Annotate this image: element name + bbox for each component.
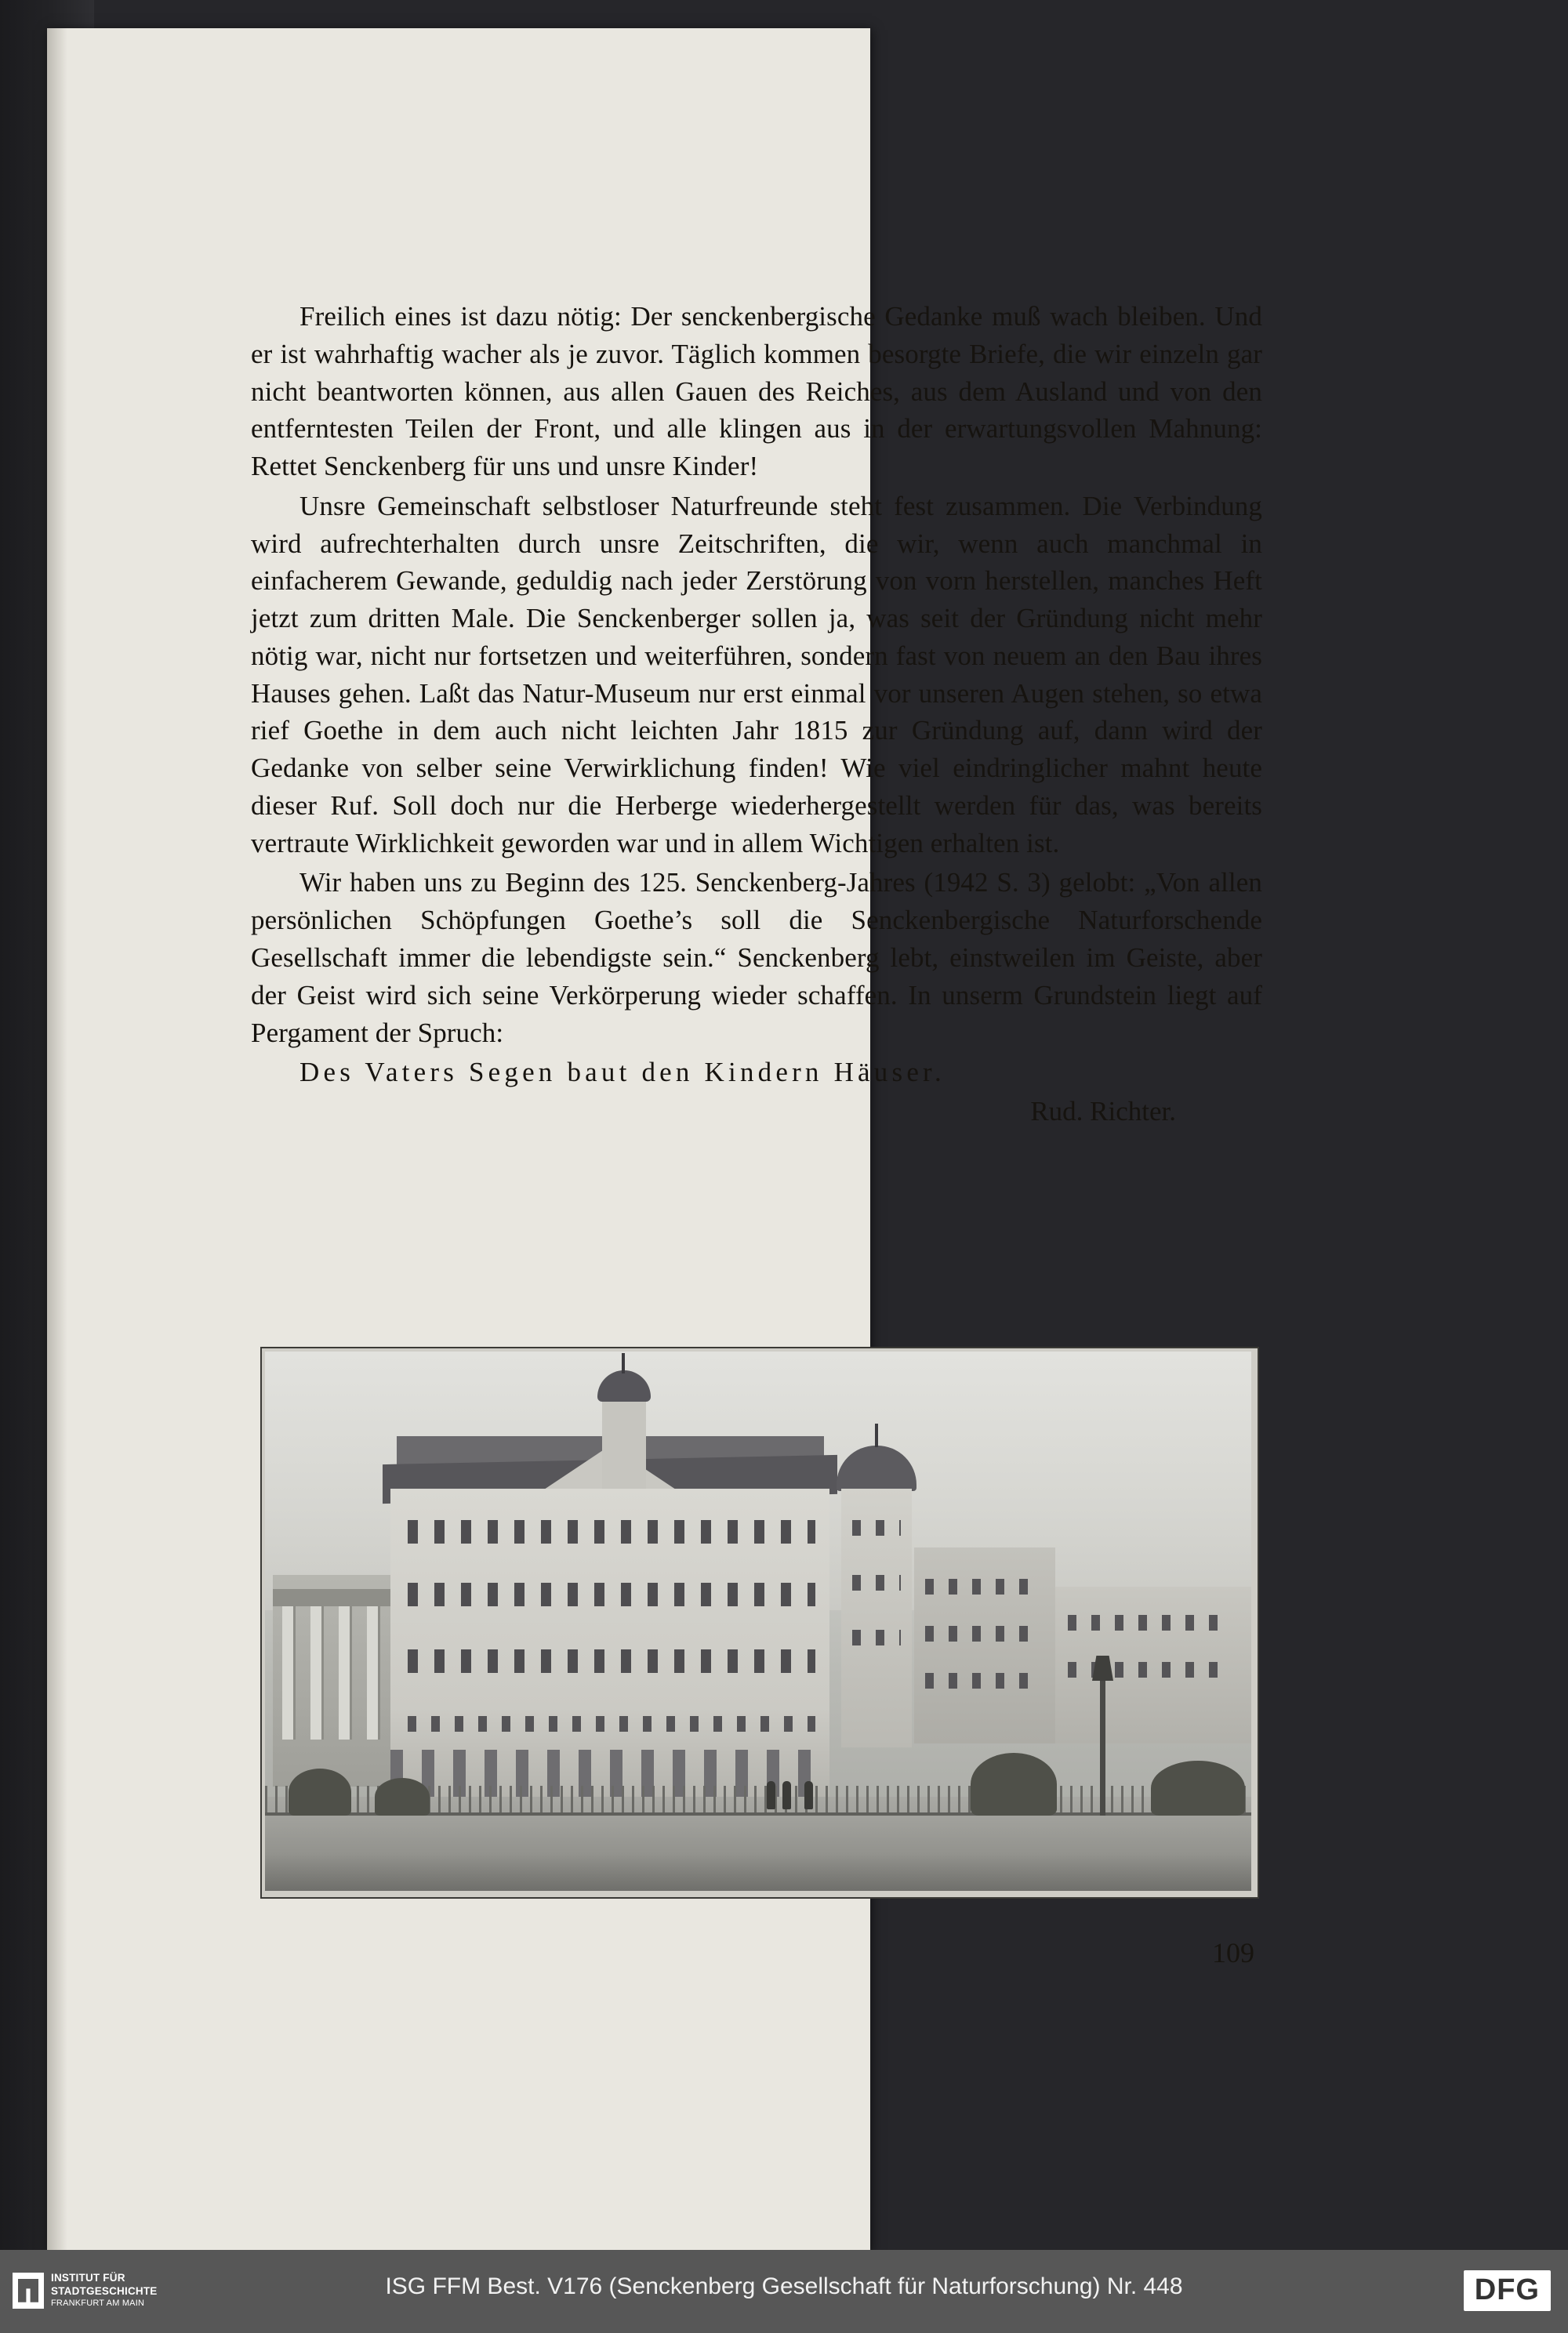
paragraph-1: Freilich eines ist dazu nötig: Der senckenbergische Gedanke muß wach bleiben. Und er ist wahrhaftig wacher als je zuvor. Täglich kommen besorgte Briefe, die wir einzeln gar nicht beantworten können, aus allen Gauen des Reiches, aus dem Ausland und von den entferntesten Teilen der Front, und alle klingen aus in der erwartungsvollen Mahnung: Rettet Senckenberg für uns und unsre Kinder! — [251, 301, 1262, 482]
paragraph-2: Unsre Gemeinschaft selbstloser Naturfreunde steht fest zusammen. Die Verbindung wird aufrechterhalten durch unsre Zeitschriften, die wir, wenn auch manchmal in einfacherem Gewande, geduldig nach jeder Zerstörung von vorn herstellen, manches Heft jetzt zum dritten Male. Die Senckenberger sollen ja, was seit der Gründung nicht mehr nötig war, nicht nur fortsetzen und weiterführen, sondern fast von neuem an den Bau ihres Hauses gehen. Laßt das Natur-Museum nur erst einmal vor unseren Augen stehen, so etwa rief Goethe in dem auch nicht leichten Jahr 1815 zur Gründung auf, dann wird der Gedanke von selber seine Verwirklichung finden! Wie viel eindringlicher mahnt heute dieser Ruf. Soll doch nur die Herberge wiederhergestellt werden für das, was bereits vertraute Wirklichkeit geworden war und in allem Wichtigen erhalten ist. — [251, 490, 1262, 858]
window-row — [408, 1583, 815, 1606]
motto-line: Des Vaters Segen baut den Kindern Häuser. — [299, 1057, 946, 1088]
museum-building-photograph — [265, 1352, 1251, 1891]
column — [367, 1606, 378, 1740]
dfg-logo: DFG — [1464, 2270, 1551, 2311]
central-tower — [602, 1395, 646, 1497]
corner-tower-spire — [875, 1424, 878, 1447]
column — [282, 1606, 293, 1740]
body-text-column — [251, 298, 1262, 1130]
isg-mark-icon — [13, 2273, 44, 2309]
window-row — [1068, 1615, 1232, 1631]
author-signature: Rud. Richter. — [1030, 1096, 1176, 1127]
shrub — [375, 1778, 430, 1816]
page-number: 109 — [1212, 1937, 1254, 1968]
isg-logo — [13, 2272, 158, 2309]
shrub — [1151, 1761, 1245, 1816]
isg-line-1: INSTITUT FÜR — [51, 2272, 125, 2284]
window-row — [852, 1520, 901, 1536]
window-row — [408, 1649, 815, 1673]
corner-tower — [841, 1489, 912, 1747]
pedestrian — [804, 1781, 813, 1809]
window-row — [408, 1716, 815, 1732]
archive-caption: ISG FFM Best. V176 (Senckenberg Gesellschaft für Naturforschung) Nr. 448 — [385, 2273, 1183, 2299]
page-edge-shading — [47, 28, 67, 2251]
tower-spire — [622, 1353, 625, 1373]
window-row — [852, 1630, 901, 1645]
lamp-post — [1100, 1674, 1105, 1816]
window-row — [925, 1579, 1043, 1595]
shrub — [289, 1769, 351, 1816]
window-row — [408, 1520, 815, 1544]
window-row — [1068, 1662, 1232, 1678]
photo-plate — [260, 1347, 1259, 1899]
column — [339, 1606, 350, 1740]
window-row — [925, 1673, 1043, 1689]
isg-line-3: FRANKFURT AM MAIN — [51, 2298, 145, 2308]
paragraph-3: Wir haben uns zu Beginn des 125. Senckenberg-Jahres (1942 S. 3) gelobt: „Von allen persönlichen Schöpfungen Goethe’s soll die Senckenbergische Naturforschende Gesellschaft immer die lebendigste sein.“ Senckenberg lebt, einstweilen im Geiste, aber der Geist wird sich seine Verkörperung wieder schaffen. In unserm Grundstein liegt auf Pergament der Spruch: — [251, 867, 1262, 1048]
background-building-left — [914, 1547, 1055, 1743]
pedestrian — [782, 1781, 791, 1809]
column — [310, 1606, 321, 1740]
background-building-right — [1055, 1587, 1251, 1743]
isg-line-2: STADTGESCHICHTE — [51, 2284, 158, 2297]
pedestrian — [767, 1781, 775, 1809]
window-row — [852, 1575, 901, 1591]
window-row — [925, 1626, 1043, 1642]
isg-logo-text — [51, 2272, 158, 2309]
shrub — [971, 1753, 1057, 1816]
